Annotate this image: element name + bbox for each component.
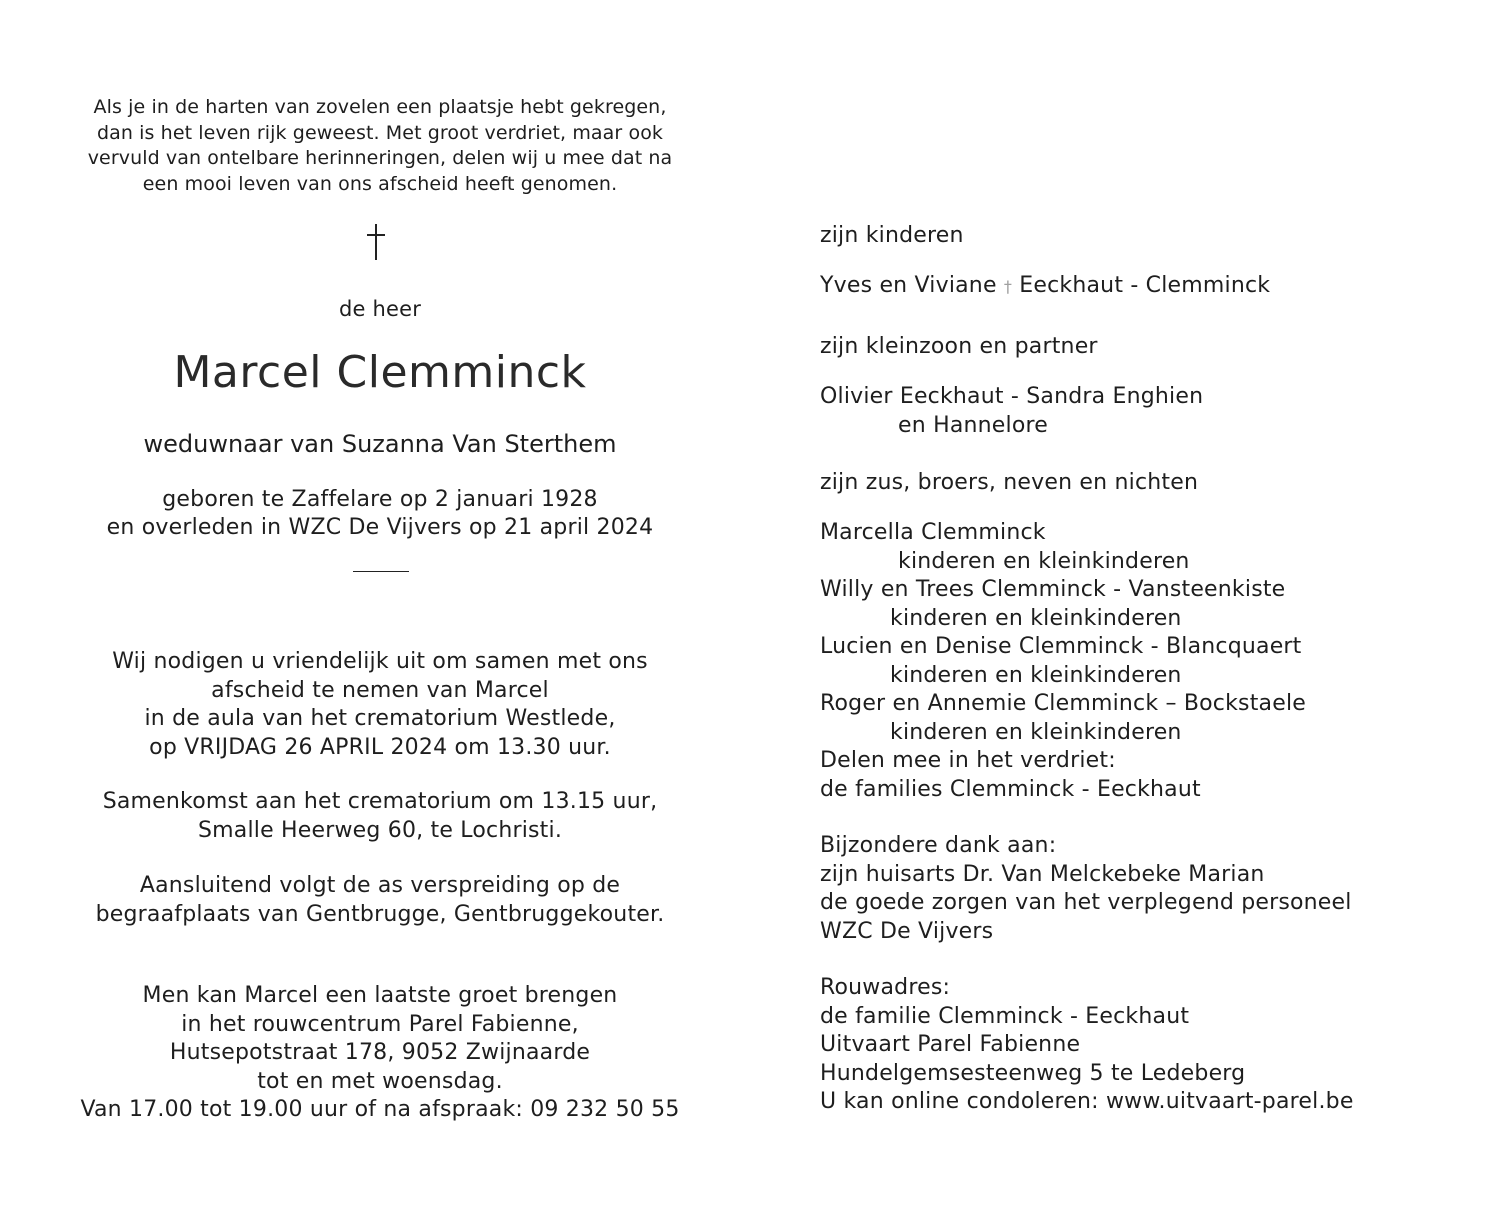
quote-line: dan is het leven rijk geweest. Met groot verdriet, maar ook — [96, 121, 664, 144]
quote-line: vervuld van ontelbare herinneringen, delen wij u mee dat na — [87, 147, 673, 169]
visit-line: in het rouwcentrum Parel Fabienne, — [181, 1011, 579, 1037]
cross-icon: † — [1003, 277, 1013, 296]
invitation-line: afscheid te nemen van Marcel — [211, 677, 549, 703]
sibling-line: Delen mee in het verdriet: — [820, 748, 1116, 773]
sibling-line: Willy en Trees Clemminck - Vansteenkiste — [820, 577, 1286, 602]
children-names-part2: Eeckhaut - Clemminck — [1012, 273, 1271, 298]
sibling-line: kinderen en kleinkinderen — [890, 605, 1182, 631]
siblings-heading: zijn zus, broers, neven en nichten — [820, 470, 1199, 495]
sibling-line: Marcella Clemminck — [820, 520, 1046, 545]
grandson-heading: zijn kleinzoon en partner — [820, 334, 1098, 359]
salutation: de heer — [338, 297, 422, 321]
divider — [353, 571, 409, 572]
death-line: en overleden in WZC De Vijvers op 21 april 2024 — [106, 515, 654, 540]
thanks-line: WZC De Vijvers — [820, 918, 994, 944]
thanks-line: zijn huisarts Dr. Van Melckebeke Marian — [820, 861, 1265, 887]
children-names — [820, 272, 1480, 302]
deceased-name: Marcel Clemminck — [173, 347, 587, 398]
quote-line: Als je in de harten van zovelen een plaatsje hebt gekregen, — [93, 96, 667, 118]
address-line: Hundelgemsesteenweg 5 te Ledeberg — [820, 1060, 1246, 1086]
address-line: de familie Clemminck - Eeckhaut — [820, 1003, 1190, 1029]
thanks-line: Bijzondere dank aan: — [820, 833, 1057, 858]
sibling-line: kinderen en kleinkinderen — [890, 719, 1182, 745]
sibling-line: Lucien en Denise Clemminck - Blancquaert — [820, 634, 1302, 659]
grandson-line: Olivier Eeckhaut - Sandra Enghien — [820, 384, 1204, 409]
visit-line: tot en met woensdag. — [257, 1068, 503, 1094]
invitation-line: in de aula van het crematorium Westlede, — [144, 706, 616, 731]
visit-line: Van 17.00 tot 19.00 uur of na afspraak: 09 232 50 55 — [80, 1097, 680, 1122]
cross-icon — [367, 224, 385, 260]
gathering-line: Samenkomst aan het crematorium om 13.15 uur, — [102, 789, 658, 814]
address-line: U kan online condoleren: www.uitvaart-parel.be — [820, 1089, 1354, 1114]
sibling-line: de families Clemminck - Eeckhaut — [820, 776, 1201, 802]
address-line: Uitvaart Parel Fabienne — [820, 1032, 1081, 1057]
visit-line: Men kan Marcel een laatste groet brengen — [142, 983, 618, 1008]
scattering-line: Aansluitend volgt de as verspreiding op de — [139, 873, 621, 898]
invitation-line: op VRIJDAG 26 APRIL 2024 om 13.30 uur. — [149, 734, 611, 760]
thanks-line: de goede zorgen van het verplegend personeel — [820, 890, 1352, 915]
widower-line: weduwnaar van Suzanna Van Sterthem — [143, 430, 617, 458]
grandson-line: en Hannelore — [898, 413, 1048, 438]
visit-line: Hutsepotstraat 178, 9052 Zwijnaarde — [169, 1040, 591, 1065]
scattering-line: begraafplaats van Gentbrugge, Gentbruggekouter. — [95, 901, 665, 927]
birth-line: geboren te Zaffelare op 2 januari 1928 — [162, 487, 598, 512]
children-heading: zijn kinderen — [820, 223, 964, 248]
sibling-line: Roger en Annemie Clemminck – Bockstaele — [820, 691, 1306, 716]
address-line: Rouwadres: — [820, 975, 951, 1000]
children-names-part1: Yves en Viviane — [820, 273, 1004, 298]
gathering-line: Smalle Heerweg 60, te Lochristi. — [197, 817, 563, 843]
invitation-line: Wij nodigen u vriendelijk uit om samen met ons — [112, 649, 648, 674]
sibling-line: kinderen en kleinkinderen — [890, 662, 1182, 688]
quote-line: een mooi leven van ons afscheid heeft genomen. — [142, 172, 618, 195]
sibling-line: kinderen en kleinkinderen — [898, 548, 1190, 574]
